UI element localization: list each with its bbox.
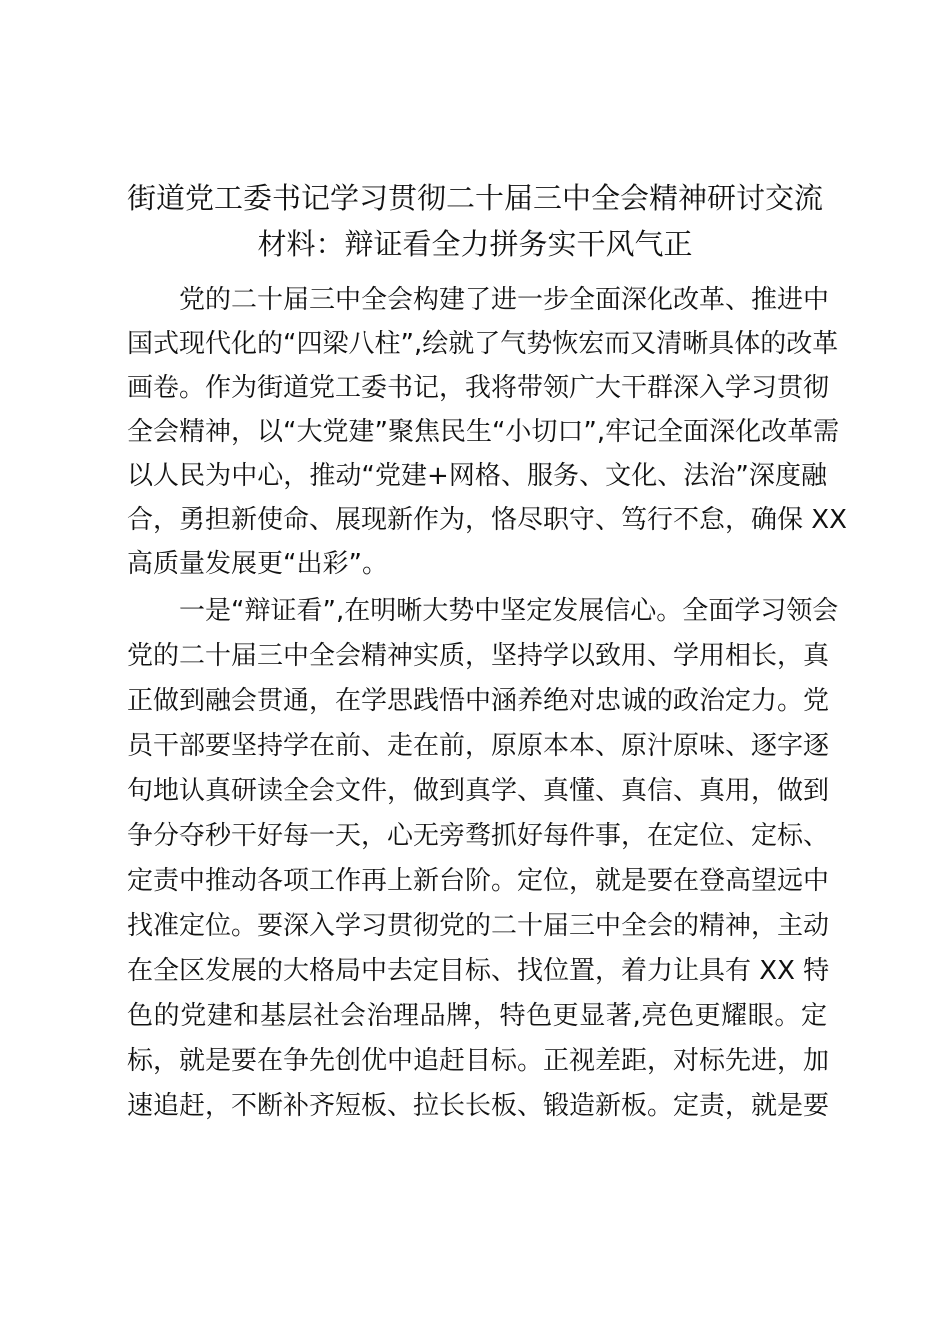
paragraph-line: 以人民为中心，推动“党建+网格、服务、文化、法治”深度融 [127,461,827,491]
paragraph-line: 国式现代化的“四梁八柱”,绘就了气势恢宏而又清晰具体的改革 [127,329,839,359]
document-title-line-1: 街道党工委书记学习贯彻二十届三中全会精神研讨交流 [126,181,823,215]
paragraph-line: 员干部要坚持学在前、走在前，原原本本、原汁原味、逐字逐 [127,731,830,761]
paragraph-line: 合，勇担新使命、展现新作为，恪尽职守、笃行不怠，确保 XX [127,505,847,535]
paragraph-line: 色的党建和基层社会治理品牌，特色更显著,亮色更耀眼。定 [127,1001,827,1031]
paragraph-line: 标，就是要在争先创优中追赶目标。正视差距，对标先进，加 [127,1046,830,1076]
paragraph-line: 句地认真研读全会文件，做到真学、真懂、真信、真用，做到 [127,776,830,806]
paragraph-line: 速追赶，不断补齐短板、拉长长板、锻造新板。定责，就是要 [127,1091,830,1121]
paragraph-line: 争分夺秒干好每一天，心无旁骛抓好每件事，在定位、定标、 [127,821,830,851]
paragraph-line: 定责中推动各项工作再上新台阶。定位，就是要在登高望远中 [127,866,830,896]
paragraph-line: 党的二十届三中全会构建了进一步全面深化改革、推进中 [179,285,830,315]
paragraph-line: 画卷。作为街道党工委书记，我将带领广大干群深入学习贯彻 [127,373,830,403]
paragraph-line: 正做到融会贯通，在学思践悟中涵养绝对忠诚的政治定力。党 [127,686,830,716]
paragraph-line: 一是“辩证看”,在明晰大势中坚定发展信心。全面学习领会 [179,596,839,626]
document-title-line-2: 材料：辩证看全力拼务实干风气正 [257,227,693,261]
paragraph-line: 找准定位。要深入学习贯彻党的二十届三中全会的精神，主动 [127,911,830,941]
paragraph-line: 党的二十届三中全会精神实质，坚持学以致用、学用相长，真 [127,641,830,671]
paragraph-line: 高质量发展更“出彩”。 [127,549,388,579]
paragraph-line: 全会精神，以“大党建”聚焦民生“小切口”,牢记全面深化改革需 [127,417,840,447]
paragraph-line: 在全区发展的大格局中去定目标、找位置，着力让具有 XX 特 [127,956,830,986]
